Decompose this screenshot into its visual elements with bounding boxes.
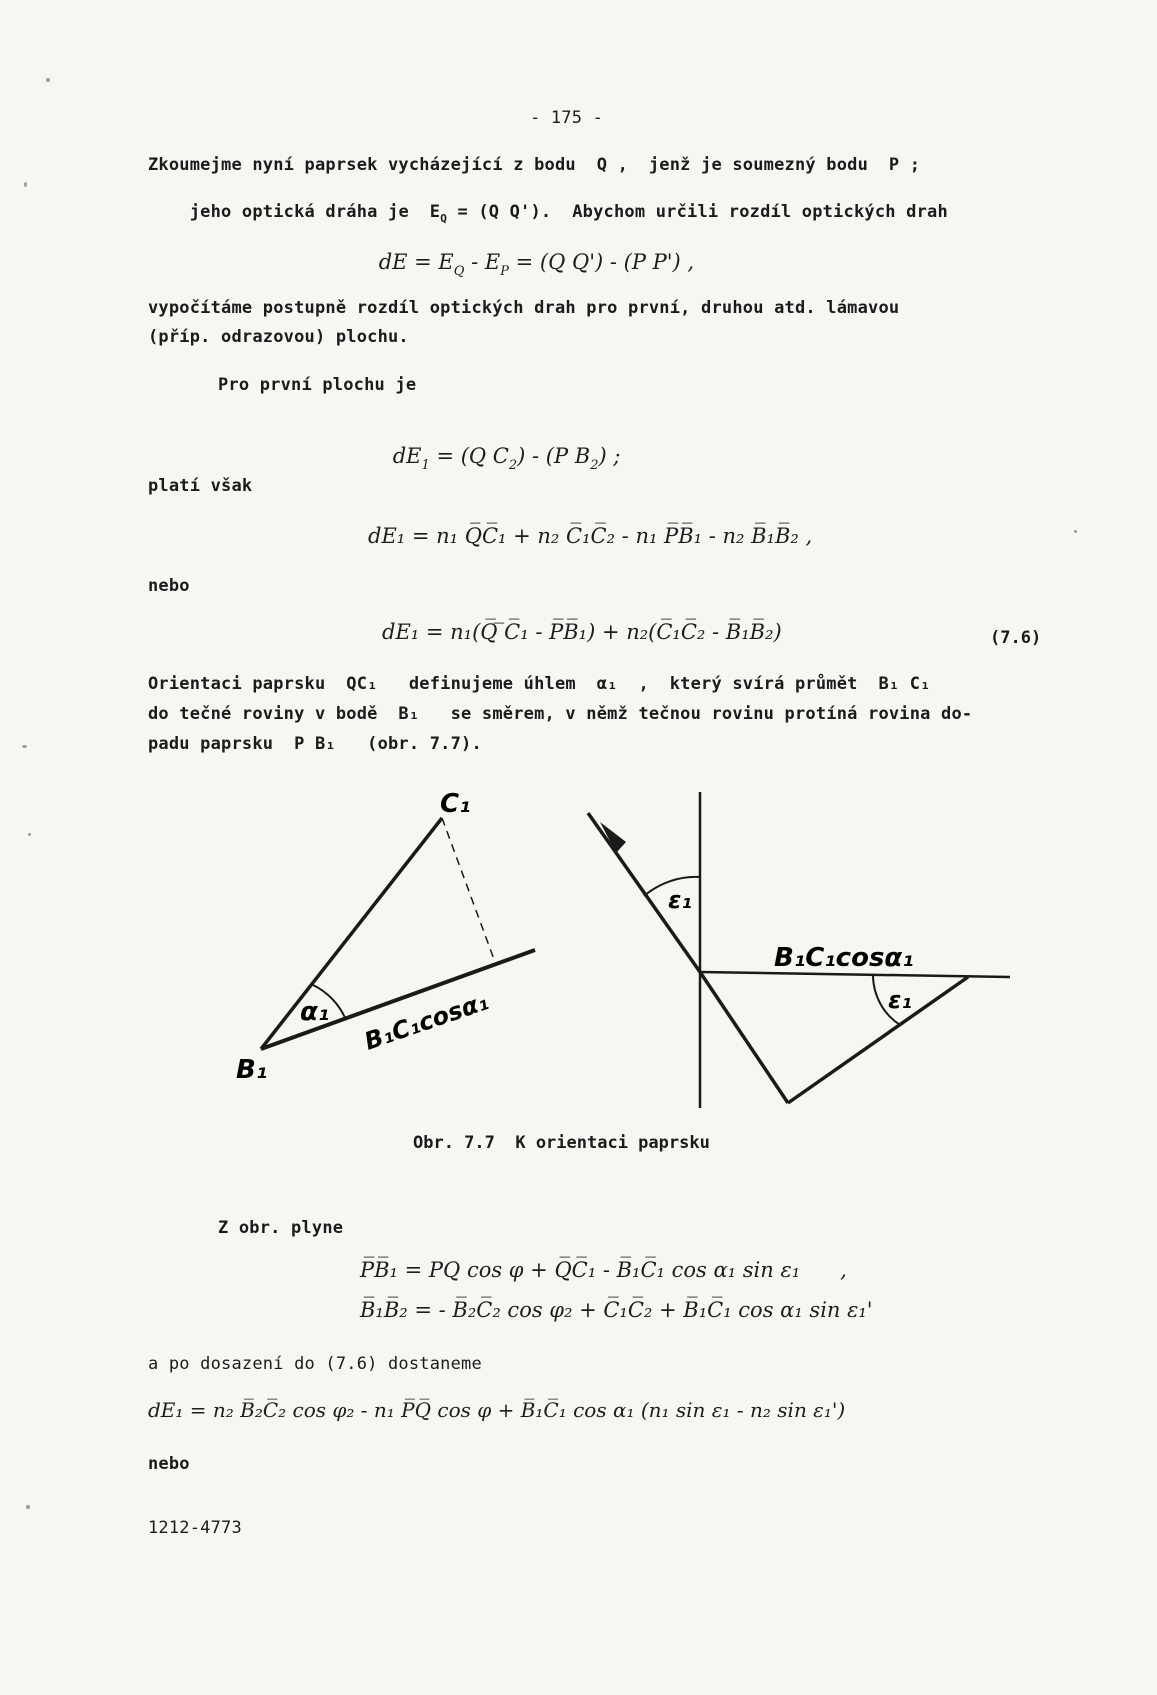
footer-code: 1212-4773: [148, 1518, 242, 1538]
eq-dE-c: = (Q Q') - (P P') ,: [508, 250, 695, 274]
eq-dE1a-sub3: 2: [590, 458, 599, 473]
label-epsilon1-top: ε₁: [668, 886, 692, 914]
paragraph-4-line-1: Orientaci paprsku QC₁ definujeme úhlem α₁ , který svírá průmět B₁ C₁: [148, 674, 931, 694]
page-number: - 175 -: [530, 108, 604, 128]
eq-dE1a-mid2: ) - (P B: [517, 444, 591, 468]
eq-dE1a-sub1: 1: [421, 458, 430, 473]
equation-number: (7.6): [990, 628, 1042, 648]
para1-line2-a: jeho optická dráha je E: [189, 202, 441, 222]
paragraph-4-line-3: padu paprsku P B₁ (obr. 7.7).: [148, 734, 482, 754]
eq-dE1a-mid: = (Q C: [429, 444, 509, 468]
right-slant-side: [788, 977, 968, 1103]
paragraph-3: Pro první plochu je: [218, 375, 417, 395]
scan-speck: [26, 1505, 30, 1509]
nebo-2: nebo: [148, 1454, 190, 1474]
z-obr-plyne: Z obr. plyne: [218, 1218, 344, 1238]
paragraph-1-line-1: Zkoumejme nyní paprsek vycházející z bodu Q , jenž je soumezný bodu P ;: [148, 155, 921, 175]
eq-dE-subq: Q: [453, 264, 465, 279]
a-po-dosazeni: a po dosazení do (7.6) dostaneme: [148, 1354, 482, 1374]
scan-speck: [1074, 530, 1077, 533]
eq-dE1a-pre: dE: [392, 444, 422, 468]
label-B1C1cosalpha-right: B₁C₁cosα₁: [774, 943, 914, 973]
equation-dE1-c: dE₁ = n₁(Q̅ ̅C̅₁ - P̅B̅₁) + n₂(C̅₁C̅₂ - B̅₁B̅₂): [382, 620, 782, 644]
eq-dE-subp: P: [500, 264, 509, 279]
paragraph-2-line-1: vypočítáme postupně rozdíl optických drah pro první, druhou atd. lámavou: [148, 298, 900, 318]
equation-PB1: P̅B̅₁ = PQ cos φ + Q̅C̅₁ - B̅₁C̅₁ cos α₁ sin ε₁ ,: [360, 1258, 847, 1282]
equation-B1B2: B̅₁B̅₂ = - B̅₂C̅₂ cos φ₂ + C̅₁C̅₂ + B̅₁C̅₁ cos α₁ sin ε₁': [360, 1298, 873, 1322]
eq-dE1a-post: ) ;: [598, 444, 621, 468]
equation-final: dE₁ = n₂ B̅₂C̅₂ cos φ₂ - n₁ P̅Q̅ cos φ + B̅₁C̅₁ cos α₁ (n₁ sin ε₁ - n₂ sin ε₁'): [148, 1398, 846, 1422]
figure-right-refraction: [588, 792, 1010, 1108]
label-epsilon1-bottom: ε₁: [888, 986, 912, 1014]
left-dashed-projection: [442, 818, 495, 962]
equation-dE1-b: dE₁ = n₁ Q̅C̅₁ + n₂ C̅₁C̅₂ - n₁ P̅B̅₁ - n₂ B̅₁B̅₂ ,: [368, 524, 813, 548]
eq-dE1a-sub2: 2: [508, 458, 518, 473]
figure-caption: Obr. 7.7 K orientaci paprsku: [413, 1133, 710, 1153]
label-alpha1: α₁: [300, 997, 330, 1027]
scan-speck: [24, 182, 27, 187]
nebo-1: nebo: [148, 576, 190, 596]
label-C1: C₁: [440, 789, 471, 819]
label-B1C1cosalpha-left: B₁C₁cosα₁: [360, 987, 492, 1056]
paragraph-4-line-2: do tečné roviny v bodě B₁ se směrem, v němž tečnou rovinu protíná rovina do-: [148, 704, 973, 724]
figure-left-triangle: [236, 789, 535, 1085]
eq-dE-a: dE = E: [378, 250, 454, 274]
right-refracted-ray: [700, 972, 788, 1103]
para1-line2-b: = (Q Q'). Abychom určili rozdíl optických drah: [457, 202, 948, 222]
scan-speck: [28, 833, 31, 836]
paragraph-2-line-2: (příp. odrazovou) plochu.: [148, 327, 409, 347]
para1-line2-sub: Q: [440, 212, 448, 225]
label-B1: B₁: [236, 1055, 268, 1085]
eq-dE-b: - E: [464, 250, 501, 274]
scan-speck: [22, 745, 27, 748]
plati-vsak: platí však: [148, 476, 253, 496]
scan-speck: [46, 78, 50, 82]
